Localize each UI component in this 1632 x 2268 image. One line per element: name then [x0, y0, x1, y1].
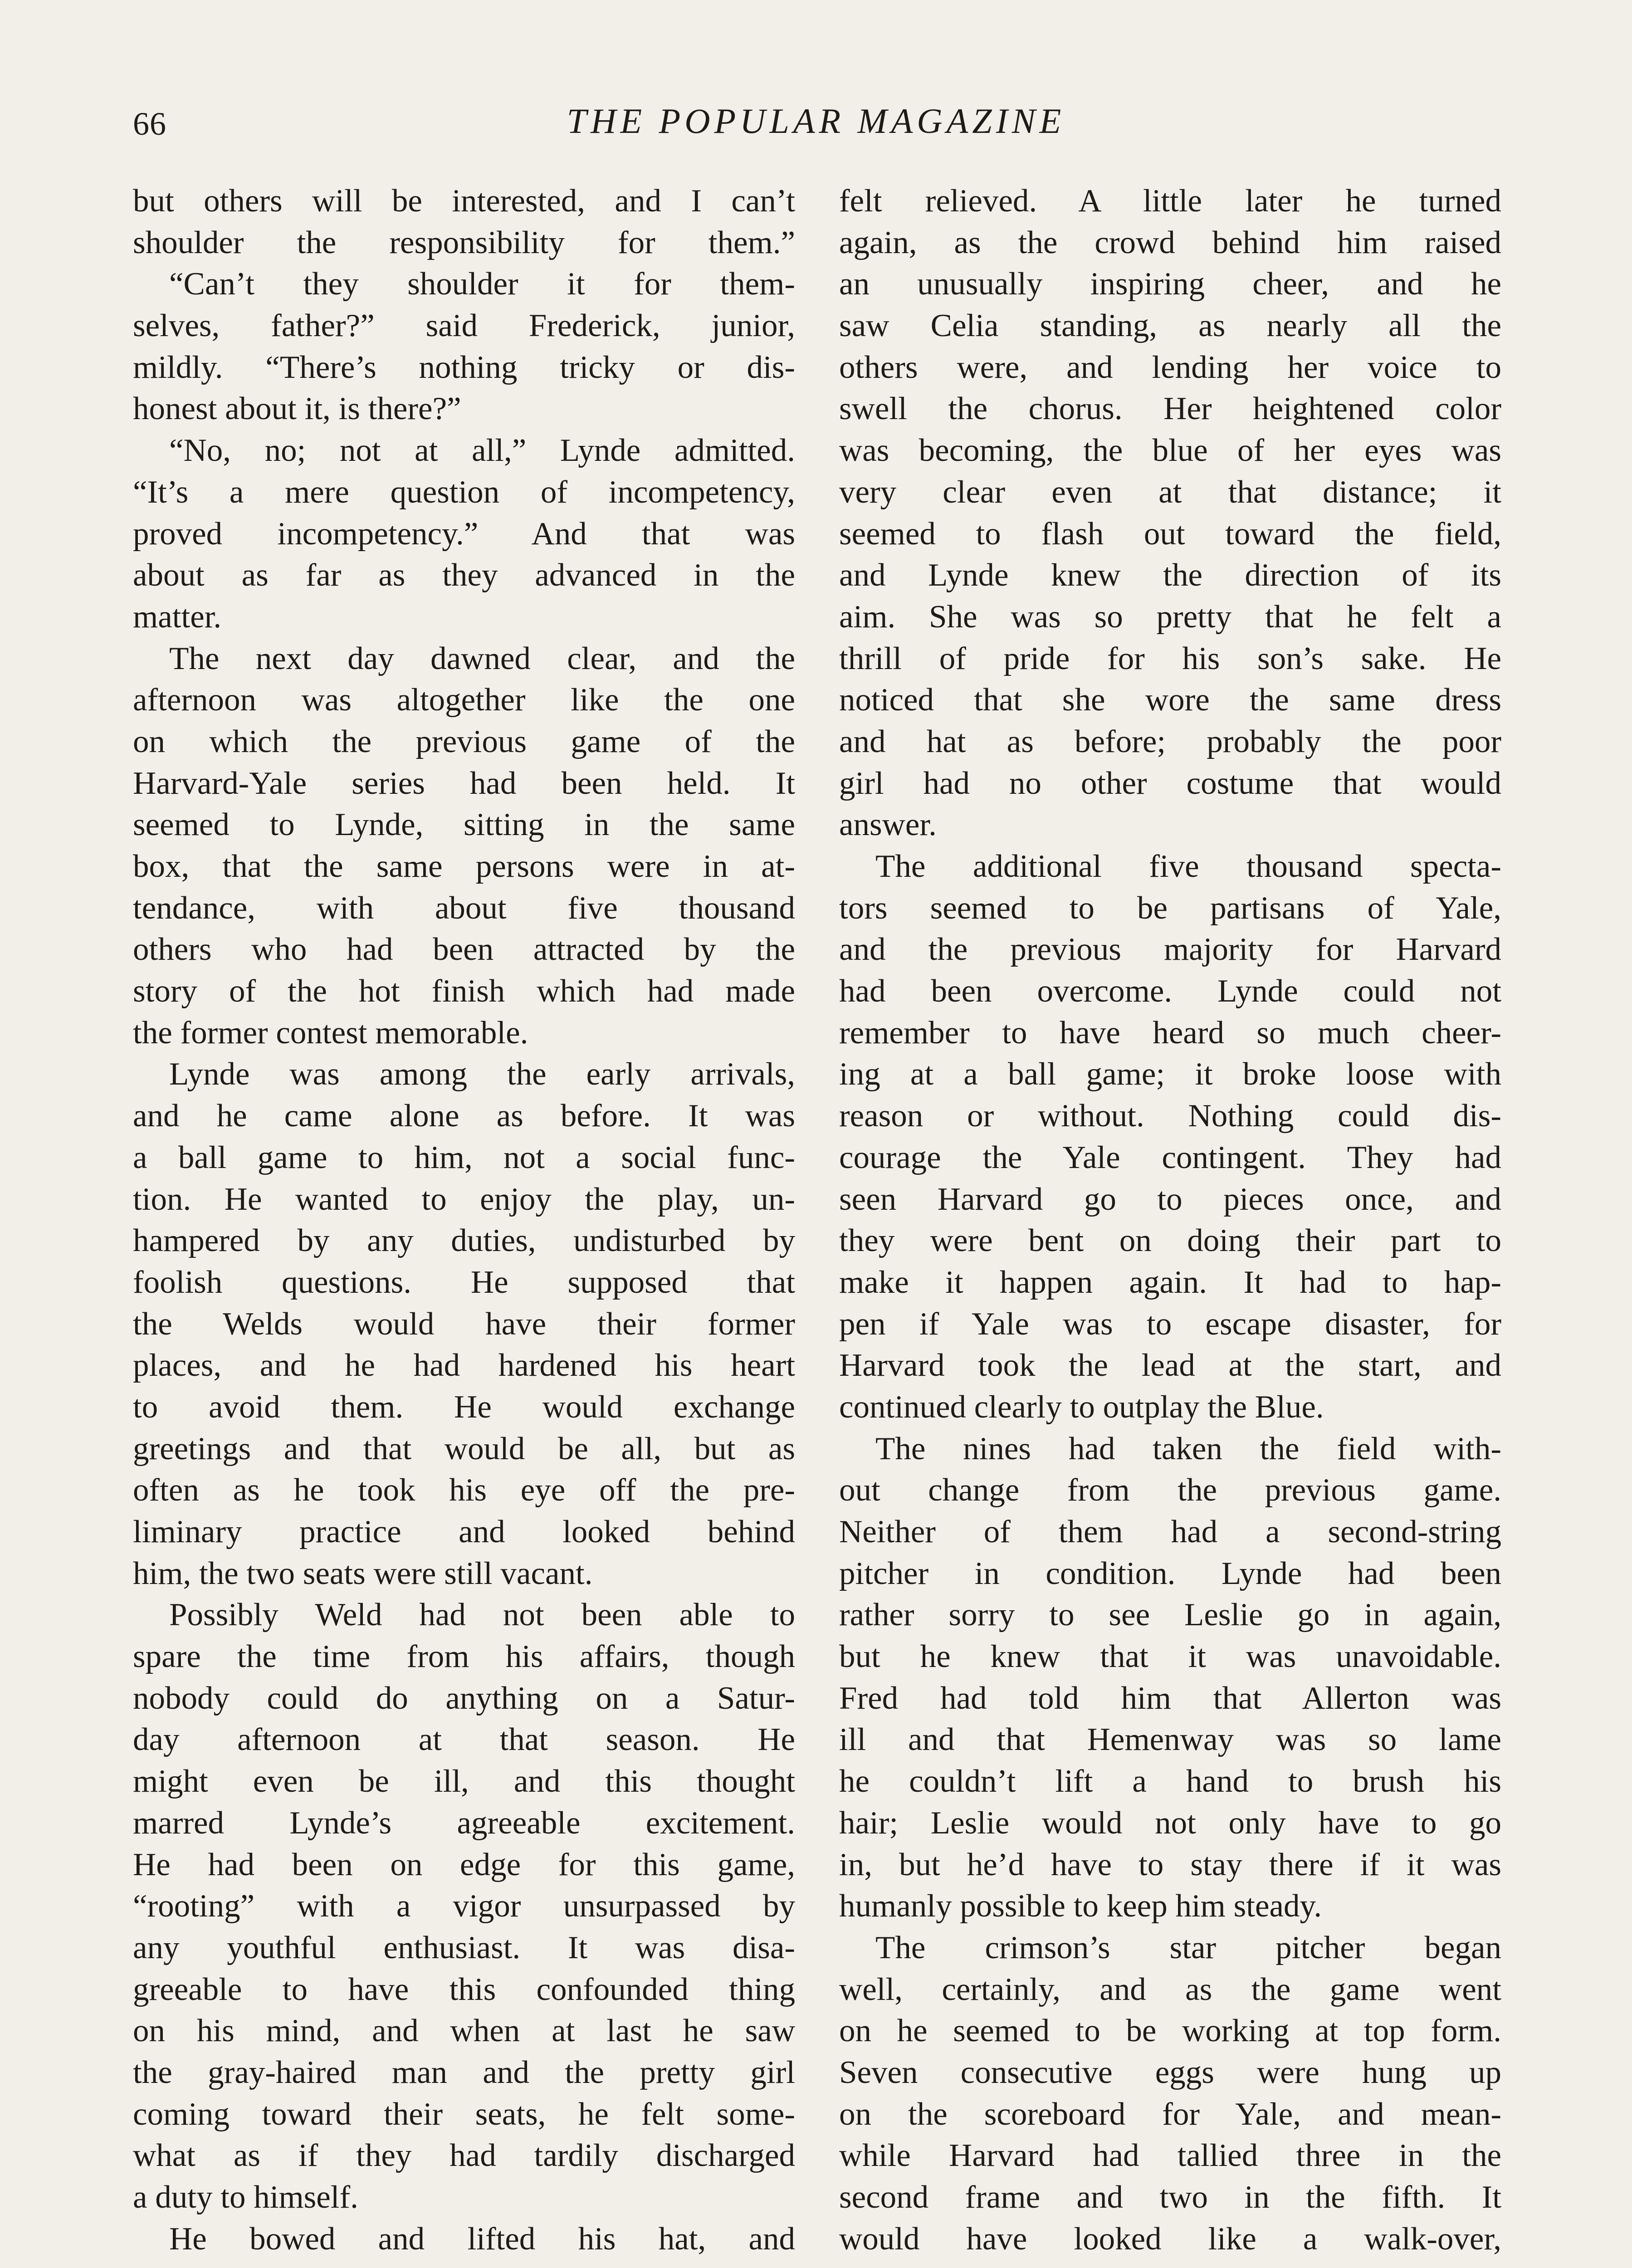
text-line: and he came alone as before. It was [133, 1098, 795, 1134]
text-line: The next day dawned clear, and the [169, 640, 795, 676]
text-line: again, as the crowd behind him raised [839, 225, 1501, 260]
text-line: The crimson’s star pitcher began [875, 1930, 1501, 1965]
text-line: The additional five thousand specta- [875, 849, 1501, 884]
text-line: thrill of pride for his son’s sake. He [839, 640, 1501, 676]
text-line: what as if they had tardily discharged [133, 2138, 795, 2174]
text-line: felt relieved. A little later he turned [839, 183, 1501, 219]
text-line: any youthful enthusiast. It was disa- [133, 1930, 795, 1965]
text-line: answer. [839, 807, 937, 843]
text-line: tors seemed to be partisans of Yale, [839, 890, 1501, 926]
text-line: seemed to Lynde, sitting in the same [133, 807, 795, 843]
text-line: him, the two seats were still vacant. [133, 1555, 593, 1591]
text-line: spare the time from his affairs, though [133, 1639, 795, 1675]
text-line: girl had no other costume that would [839, 765, 1501, 801]
text-line: and Lynde knew the direction of its [839, 557, 1501, 593]
text-line: on his mind, and when at last he saw [133, 2013, 795, 2049]
text-line: about as far as they advanced in the [133, 557, 795, 593]
text-line: liminary practice and looked behind [133, 1514, 795, 1549]
right-column [839, 181, 1501, 2260]
text-line: afternoon was altogether like the one [133, 682, 795, 718]
text-line: had been overcome. Lynde could not [839, 973, 1501, 1009]
text-line: a duty to himself. [133, 2180, 358, 2215]
text-line: nobody could do anything on a Satur- [133, 1680, 795, 1716]
text-line: out change from the previous game. [839, 1472, 1501, 1508]
text-line: make it happen again. It had to hap- [839, 1264, 1501, 1300]
page-number: 66 [133, 106, 166, 142]
text-line: selves, father?” said Frederick, junior, [133, 308, 795, 344]
text-line: Lynde was among the early arrivals, [169, 1056, 795, 1092]
text-line: to avoid them. He would exchange [133, 1389, 795, 1425]
text-line: Harvard took the lead at the start, and [839, 1348, 1501, 1383]
text-line: he couldn’t lift a hand to brush his [839, 1764, 1501, 1799]
text-line: they were bent on doing their part to [839, 1223, 1501, 1259]
text-line: He bowed and lifted his hat, and [169, 2221, 795, 2257]
text-line: Possibly Weld had not been able to [169, 1597, 795, 1633]
text-line: and the previous majority for Harvard [839, 932, 1501, 968]
text-line: “No, no; not at all,” Lynde admitted. [169, 433, 795, 469]
text-line: seemed to flash out toward the field, [839, 516, 1501, 552]
text-line: hair; Leslie would not only have to go [839, 1805, 1501, 1841]
text-line: was becoming, the blue of her eyes was [839, 433, 1501, 469]
text-line: on he seemed to be working at top form. [839, 2013, 1501, 2049]
text-line: well, certainly, and as the game went [839, 1971, 1501, 2007]
text-line: second frame and two in the fifth. It [839, 2180, 1501, 2215]
text-line: pitcher in condition. Lynde had been [839, 1555, 1501, 1591]
text-line: greeable to have this confounded thing [133, 1971, 795, 2007]
text-line: on the scoreboard for Yale, and mean- [839, 2096, 1501, 2132]
text-line: reason or without. Nothing could dis- [839, 1098, 1501, 1134]
text-line: ill and that Hemenway was so lame [839, 1722, 1501, 1758]
text-line: shoulder the responsibility for them.” [133, 225, 795, 260]
text-line: rather sorry to see Leslie go in again, [839, 1597, 1501, 1633]
text-line: Neither of them had a second-string [839, 1514, 1501, 1549]
text-line: but he knew that it was unavoidable. [839, 1639, 1501, 1675]
text-line: but others will be interested, and I can’t [133, 183, 795, 219]
text-line: humanly possible to keep him steady. [839, 1888, 1322, 1924]
text-line: “Can’t they shoulder it for them- [169, 266, 795, 302]
text-line: and hat as before; probably the poor [839, 723, 1501, 759]
text-line: box, that the same persons were in at- [133, 849, 795, 884]
text-line: Harvard-Yale series had been held. It [133, 765, 795, 801]
text-line: He had been on edge for this game, [133, 1847, 795, 1882]
left-column [133, 181, 795, 2260]
text-line: seen Harvard go to pieces once, and [839, 1181, 1501, 1217]
text-line: the gray-haired man and the pretty girl [133, 2054, 795, 2090]
text-line: hampered by any duties, undisturbed by [133, 1223, 795, 1259]
text-line: Seven consecutive eggs were hung up [839, 2054, 1501, 2090]
text-line: on which the previous game of the [133, 723, 795, 759]
text-line: story of the hot finish which had made [133, 973, 795, 1009]
text-line: “It’s a mere question of incompetency, [133, 474, 795, 510]
text-line: the former contest memorable. [133, 1015, 528, 1051]
text-line: day afternoon at that season. He [133, 1722, 795, 1758]
running-head: THE POPULAR MAGAZINE [567, 101, 1065, 141]
text-line: tendance, with about five thousand [133, 890, 795, 926]
text-line: while Harvard had tallied three in the [839, 2138, 1501, 2174]
text-line: coming toward their seats, he felt some- [133, 2096, 795, 2132]
text-line: others were, and lending her voice to [839, 349, 1501, 385]
text-line: “rooting” with a vigor unsurpassed by [133, 1888, 795, 1924]
text-line: very clear even at that distance; it [839, 474, 1501, 510]
text-line: would have looked like a walk-over, [839, 2221, 1501, 2257]
text-line: might even be ill, and this thought [133, 1764, 795, 1799]
text-line: aim. She was so pretty that he felt a [839, 599, 1501, 635]
text-line: marred Lynde’s agreeable excitement. [133, 1805, 795, 1841]
text-line: an unusually inspiring cheer, and he [839, 266, 1501, 302]
text-line: places, and he had hardened his heart [133, 1348, 795, 1383]
text-line: mildly. “There’s nothing tricky or dis- [133, 349, 795, 385]
text-line: in, but he’d have to stay there if it was [839, 1847, 1501, 1882]
text-line: the Welds would have their former [133, 1306, 795, 1342]
text-line: a ball game to him, not a social func- [133, 1139, 795, 1175]
text-line: pen if Yale was to escape disaster, for [839, 1306, 1501, 1342]
text-line: noticed that she wore the same dress [839, 682, 1501, 718]
text-line: matter. [133, 599, 222, 635]
text-line: tion. He wanted to enjoy the play, un- [133, 1181, 795, 1217]
text-line: continued clearly to outplay the Blue. [839, 1389, 1324, 1425]
text-line: The nines had taken the field with- [875, 1431, 1501, 1466]
text-line: foolish questions. He supposed that [133, 1264, 795, 1300]
text-line: greetings and that would be all, but as [133, 1431, 795, 1466]
text-line: courage the Yale contingent. They had [839, 1139, 1501, 1175]
text-line: others who had been attracted by the [133, 932, 795, 968]
text-line: often as he took his eye off the pre- [133, 1472, 795, 1508]
text-line: remember to have heard so much cheer- [839, 1015, 1501, 1051]
text-line: swell the chorus. Her heightened color [839, 391, 1501, 427]
text-line: proved incompetency.” And that was [133, 516, 795, 552]
text-line: ing at a ball game; it broke loose with [839, 1056, 1501, 1092]
text-line: saw Celia standing, as nearly all the [839, 308, 1501, 344]
text-line: honest about it, is there?” [133, 391, 461, 427]
text-line: Fred had told him that Allerton was [839, 1680, 1501, 1716]
